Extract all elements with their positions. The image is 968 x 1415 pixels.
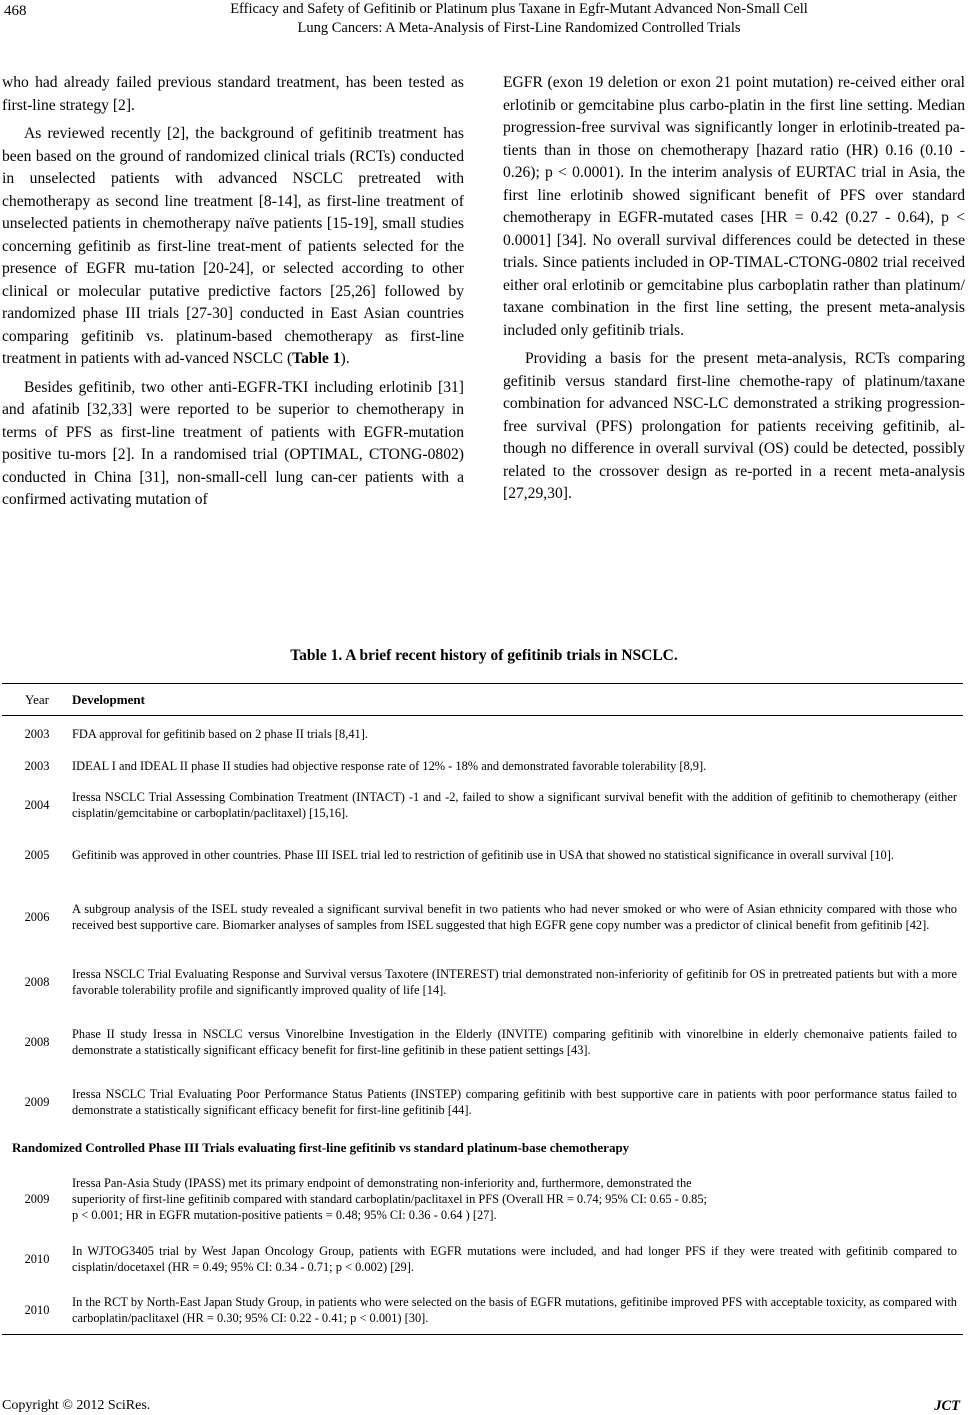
table-row xyxy=(2,716,963,752)
paragraph: who had already failed previous standard treatment, has been tested as first-line strategy [2]. xyxy=(2,74,464,114)
table-row xyxy=(2,780,963,830)
row-year: 2009 xyxy=(24,1192,50,1206)
header-year: Year xyxy=(25,691,49,707)
row-text: FDA approval for gefitinib based on 2 phase II trials [8,41]. xyxy=(72,727,368,741)
table-reference: Table 1 xyxy=(292,350,341,367)
row-text: Iressa NSCLC Trial Evaluating Poor Performance Status Patients (INSTEP) comparing gefitinib with best supportive care in patients with poor performance status failed to demonstrate a statistically significant efficacy benefit for first-line gefitinib [44]. xyxy=(72,1087,957,1117)
row-text: In the RCT by North-East Japan Study Group, in patients who were selected on the basis of EGFR mutations, gefitinibe improved PFS with acceptable toxicity, as compared with carboplatin/paclitaxel (HR = 0.30; 95% CI: 0.22 - 0.41; p < 0.001) [30]. xyxy=(72,1295,957,1325)
row-year: 2003 xyxy=(24,727,50,741)
table-row xyxy=(2,1286,963,1334)
row-year: 2006 xyxy=(24,910,50,924)
paragraph xyxy=(2,123,464,371)
left-column xyxy=(2,72,464,518)
table-row xyxy=(2,1010,963,1074)
row-year: 2009 xyxy=(24,1095,50,1109)
header-development: Development xyxy=(72,691,145,707)
row-year: 2008 xyxy=(24,1035,50,1049)
table-caption: Table 1. A brief recent history of gefitinib trials in NSCLC. xyxy=(290,647,678,664)
table-header-row xyxy=(2,684,963,715)
row-text: Gefitinib was approved in other countries. Phase III ISEL trial led to restriction of gefitinib use in USA that showed no statistical significance in overall survival [10]. xyxy=(72,848,894,862)
table-row xyxy=(2,1166,963,1232)
row-year: 2010 xyxy=(24,1252,50,1266)
row-year: 2004 xyxy=(24,798,50,812)
table-row xyxy=(2,830,963,880)
row-text: IDEAL I and IDEAL II phase II studies had objective response rate of 12% - 18% and demonstrated favorable tolerability [8,9]. xyxy=(72,759,707,773)
page-number: 468 xyxy=(4,3,27,19)
row-text: In WJTOG3405 trial by West Japan Oncology Group, patients with EGFR mutations were included, and had longer PFS if they were treated with gefitinib compared to cisplatin/docetaxel (HR = 0.49; 95% CI: 0.34 - 0.71; p < 0.002) [29]. xyxy=(72,1244,957,1274)
row-text xyxy=(72,1175,963,1223)
table-row xyxy=(2,1074,963,1130)
table-row xyxy=(2,752,963,780)
row-text-line: superiority of first-line gefitinib compared with standard carboplatin/paclitaxel in PFS (Overall HR = 0.74; 95% CI: 0.65 - 0.85; xyxy=(72,1192,707,1206)
right-column xyxy=(503,72,965,512)
table-bottom-rule xyxy=(2,1334,963,1335)
table-row xyxy=(2,880,963,954)
table-row xyxy=(2,954,963,1010)
paragraph: Besides gefitinib, two other anti-EGFR-TKI including erlotinib [31] and afatinib [32,33] were reported to be superior to chemotherapy in terms of PFS as first-line treatment of patients with EGFR-mutation positive tu-mors [2]. In a randomised trial (OPTIMAL, CTONG-0802) conducted in China [31], non-small-cell lung can-cer patients with a confirmed activating mutation of xyxy=(2,378,464,508)
row-text: Iressa NSCLC Trial Evaluating Response and Survival versus Taxotere (INTEREST) trial demonstrated non-inferiority of gefitinib for OS in pretreated patients but with a more favorable tolerability profile and significantly improved quality of life [14]. xyxy=(72,967,957,997)
row-text: A subgroup analysis of the ISEL study revealed a significant survival benefit in two patients who had never smoked or who were of Asian ethnicity compared with those who received best supportive care. Biomarker analyses of samples from ISEL suggested that high EGFR gene copy number was a predictor of clinical benefit from gefitinib [42]. xyxy=(72,902,957,932)
row-text-line: Iressa Pan-Asia Study (IPASS) met its primary endpoint of demonstrating non-inferiority and, furthermore, demonstrated the xyxy=(72,1176,692,1190)
row-year: 2003 xyxy=(24,759,50,773)
data-table xyxy=(2,683,963,1335)
running-head-line-1: Efficacy and Safety of Gefitinib or Platinum plus Taxane in Egfr-Mutant Advanced Non-Small Cell xyxy=(230,1,808,17)
running-head xyxy=(70,0,968,38)
paragraph: Providing a basis for the present meta-analysis, RCTs comparing gefitinib versus standard first-line chemothe-rapy of platinum/taxane combination for advanced NSC-LC demonstrated a striking progression-free survival (PFS) prolongation for patients receiving gefitinib, al-though no difference in overall survival (OS) could be detected, possibly related to the crossover design as re-ported in a recent meta-analysis [27,29,30]. xyxy=(503,350,965,502)
row-text: Phase II study Iressa in NSCLC versus Vinorelbine Investigation in the Elderly (INVITE) comparing gefitinib with vinorelbine in elderly chemonaive patients failed to demonstrate a statistically significant efficacy benefit for first-line gefitinib in these patient settings [43]. xyxy=(72,1027,957,1057)
row-year: 2008 xyxy=(24,975,50,989)
row-year: 2010 xyxy=(24,1303,50,1317)
running-head-line-2: Lung Cancers: A Meta-Analysis of First-Line Randomized Controlled Trials xyxy=(297,20,741,36)
paragraph-text: As reviewed recently [2], the background of gefitinib treatment has been based on the ground of randomized clinical trials (RCTs) conducted in unselected patients with advanced NSCLC pretreated with chemotherapy as second line treatment [8-14], as first-line treatment of unselected patients in chemotherapy naïve patients [15-19], small studies concerning gefitinib as first-line treat-ment of patients selected for the presence of EGFR mu-tation [20-24], or selected according to other clinical or molecular putative predictive factors [25,26] followed by randomized phase III trials [27-30] conducted in East Asian countries comparing gefitinib vs. platinum-based chemotherapy as first-line treatment in patients with ad-vanced NSCLC ( xyxy=(2,125,464,367)
row-text-line: p < 0.001; HR in EGFR mutation-positive patients = 0.48; 95% CI: 0.36 - 0.64 ) [27]. xyxy=(72,1208,497,1222)
row-year: 2005 xyxy=(24,848,50,862)
table-section-heading: Randomized Controlled Phase III Trials evaluating first-line gefitinib vs standard platinum-base chemotherapy xyxy=(12,1140,630,1155)
paragraph: EGFR (exon 19 deletion or exon 21 point mutation) re-ceived either oral erlotinib or gemcitabine plus carbo-platin in the first line setting. Median progression-free survival was significantly longer in erlotinib-treated pa-tients than in those on chemotherapy [hazard ratio (HR) 0.16 (0.10 - 0.26); p < 0.0001). In the interim analysis of EURTAC trial in Asia, the first line erlotinib showed significant benefit of PFS over standard chemotherapy in EGFR-mutated cases [HR = 0.42 (0.27 - 0.64), p < 0.0001] [34]. No overall survival differences could be detected in these trials. Since patients included in OP-TIMAL-CTONG-0802 trial received either oral erlotinib or gemcitabine plus carboplatin rather than platinum/ taxane combination in the first line setting, the present meta-analysis included only gefitinib trials. xyxy=(503,74,965,339)
paragraph-text-end: ). xyxy=(340,350,350,367)
table-row xyxy=(2,1232,963,1286)
copyright-notice: Copyright © 2012 SciRes. xyxy=(2,1398,151,1413)
row-text: Iressa NSCLC Trial Assessing Combination Treatment (INTACT) -1 and -2, failed to show a significant survival benefit with the addition of gefitinib to chemotherapy (either cisplatin/gemcitabine or carboplatin/paclitaxel) [15,16]. xyxy=(72,790,957,820)
journal-abbreviation: JCT xyxy=(934,1398,960,1414)
